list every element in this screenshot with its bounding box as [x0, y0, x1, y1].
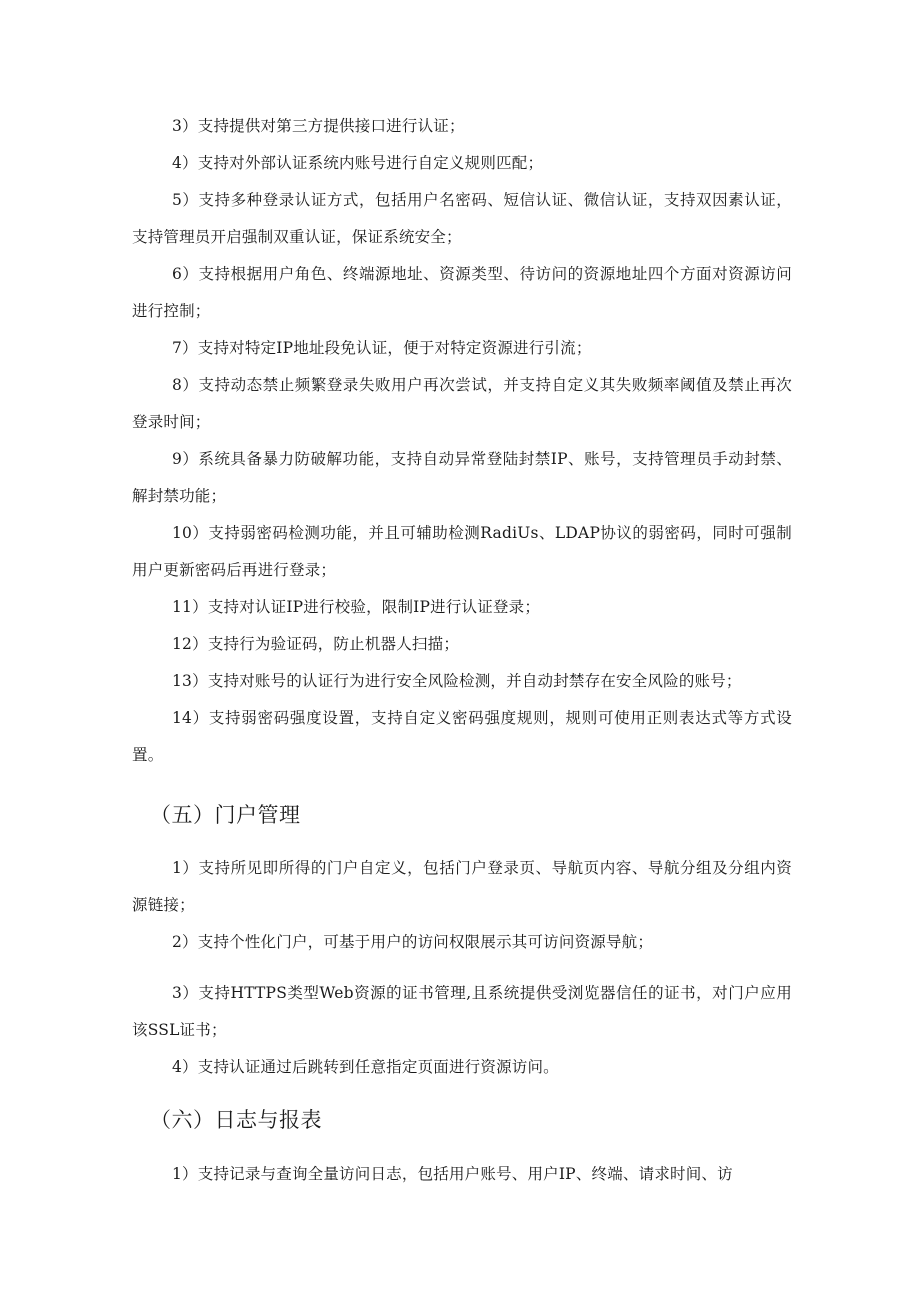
list-item: 14）支持弱密码强度设置，支持自定义密码强度规则，规则可使用正则表达式等方式设置。: [132, 709, 792, 764]
list-item: 8）支持动态禁止频繁登录失败用户再次尝试，并支持自定义其失败频率阈值及禁止再次登录时间；: [132, 376, 792, 431]
list-item: 4）支持认证通过后跳转到任意指定页面进行资源访问。: [172, 1058, 559, 1076]
list-item: 13）支持对账号的认证行为进行安全风险检测，并自动封禁存在安全风险的账号；: [172, 672, 742, 690]
list-item: 11）支持对认证IP进行校验，限制IP进行认证登录；: [172, 598, 541, 616]
list-item: 3）支持提供对第三方提供接口进行认证；: [172, 117, 465, 135]
list-item: 6）支持根据用户角色、终端源地址、资源类型、待访问的资源地址四个方面对资源访问进行控制；: [132, 265, 792, 320]
list-item: 1）支持记录与查询全量访问日志，包括用户账号、用户IP、终端、请求时间、访: [172, 1165, 733, 1183]
section-heading-portal: （五）门户管理: [150, 803, 301, 827]
list-item: 10）支持弱密码检测功能，并且可辅助检测RadiUs、LDAP协议的弱密码，同时可强制用户更新密码后再进行登录；: [132, 524, 792, 579]
list-item: 4）支持对外部认证系统内账号进行自定义规则匹配；: [172, 154, 544, 172]
list-item: 3）支持HTTPS类型Web资源的证书管理,且系统提供受浏览器信任的证书，对门户应用该SSL证书；: [132, 984, 792, 1039]
list-item: 1）支持所见即所得的门户自定义，包括门户登录页、导航页内容、导航分组及分组内资源链接；: [132, 859, 792, 914]
list-item: 2）支持个性化门户，可基于用户的访问权限展示其可访问资源导航；: [172, 933, 654, 951]
list-item: 7）支持对特定IP地址段免认证，便于对特定资源进行引流；: [172, 339, 592, 357]
list-item: 5）支持多种登录认证方式，包括用户名密码、短信认证、微信认证，支持双因素认证，支持管理员开启强制双重认证，保证系统安全；: [132, 191, 792, 246]
list-item: 9）系统具备暴力防破解功能，支持自动异常登陆封禁IP、账号，支持管理员手动封禁、解封禁功能；: [132, 450, 792, 505]
list-item: 12）支持行为验证码，防止机器人扫描；: [172, 635, 460, 653]
section-heading-logs: （六）日志与报表: [150, 1108, 322, 1132]
